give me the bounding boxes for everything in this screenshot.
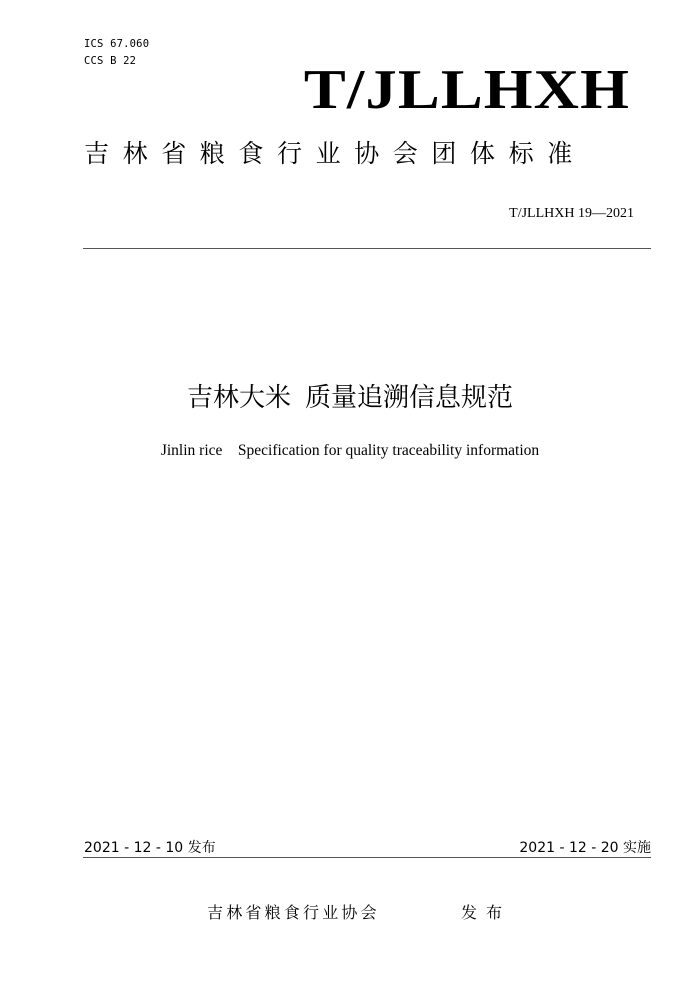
organization-standard-title: 吉林省粮食行业协会团体标准	[84, 139, 586, 168]
issue-date: 2021 - 12 - 10 发布	[84, 840, 216, 856]
footer-divider	[83, 857, 651, 858]
title-chinese-part1: 吉林大米	[186, 383, 291, 413]
standard-brand-mark: T/JLLHXH	[303, 59, 630, 121]
ccs-code: CCS B 22	[84, 55, 137, 67]
publish-label: 发布	[461, 903, 512, 922]
document-title-chinese	[0, 378, 700, 418]
header-divider	[83, 248, 651, 249]
title-chinese-part2: 质量追溯信息规范	[305, 383, 514, 413]
ics-code: ICS 67.060	[84, 38, 150, 50]
publisher-name: 吉林省粮食行业协会	[207, 903, 380, 922]
implementation-date: 2021 - 12 - 20 实施	[519, 840, 651, 856]
standard-number: T/JLLHXH 19—2021	[509, 206, 634, 221]
document-title-english: Jinlin rice Specification for quality traceability information	[160, 442, 540, 459]
